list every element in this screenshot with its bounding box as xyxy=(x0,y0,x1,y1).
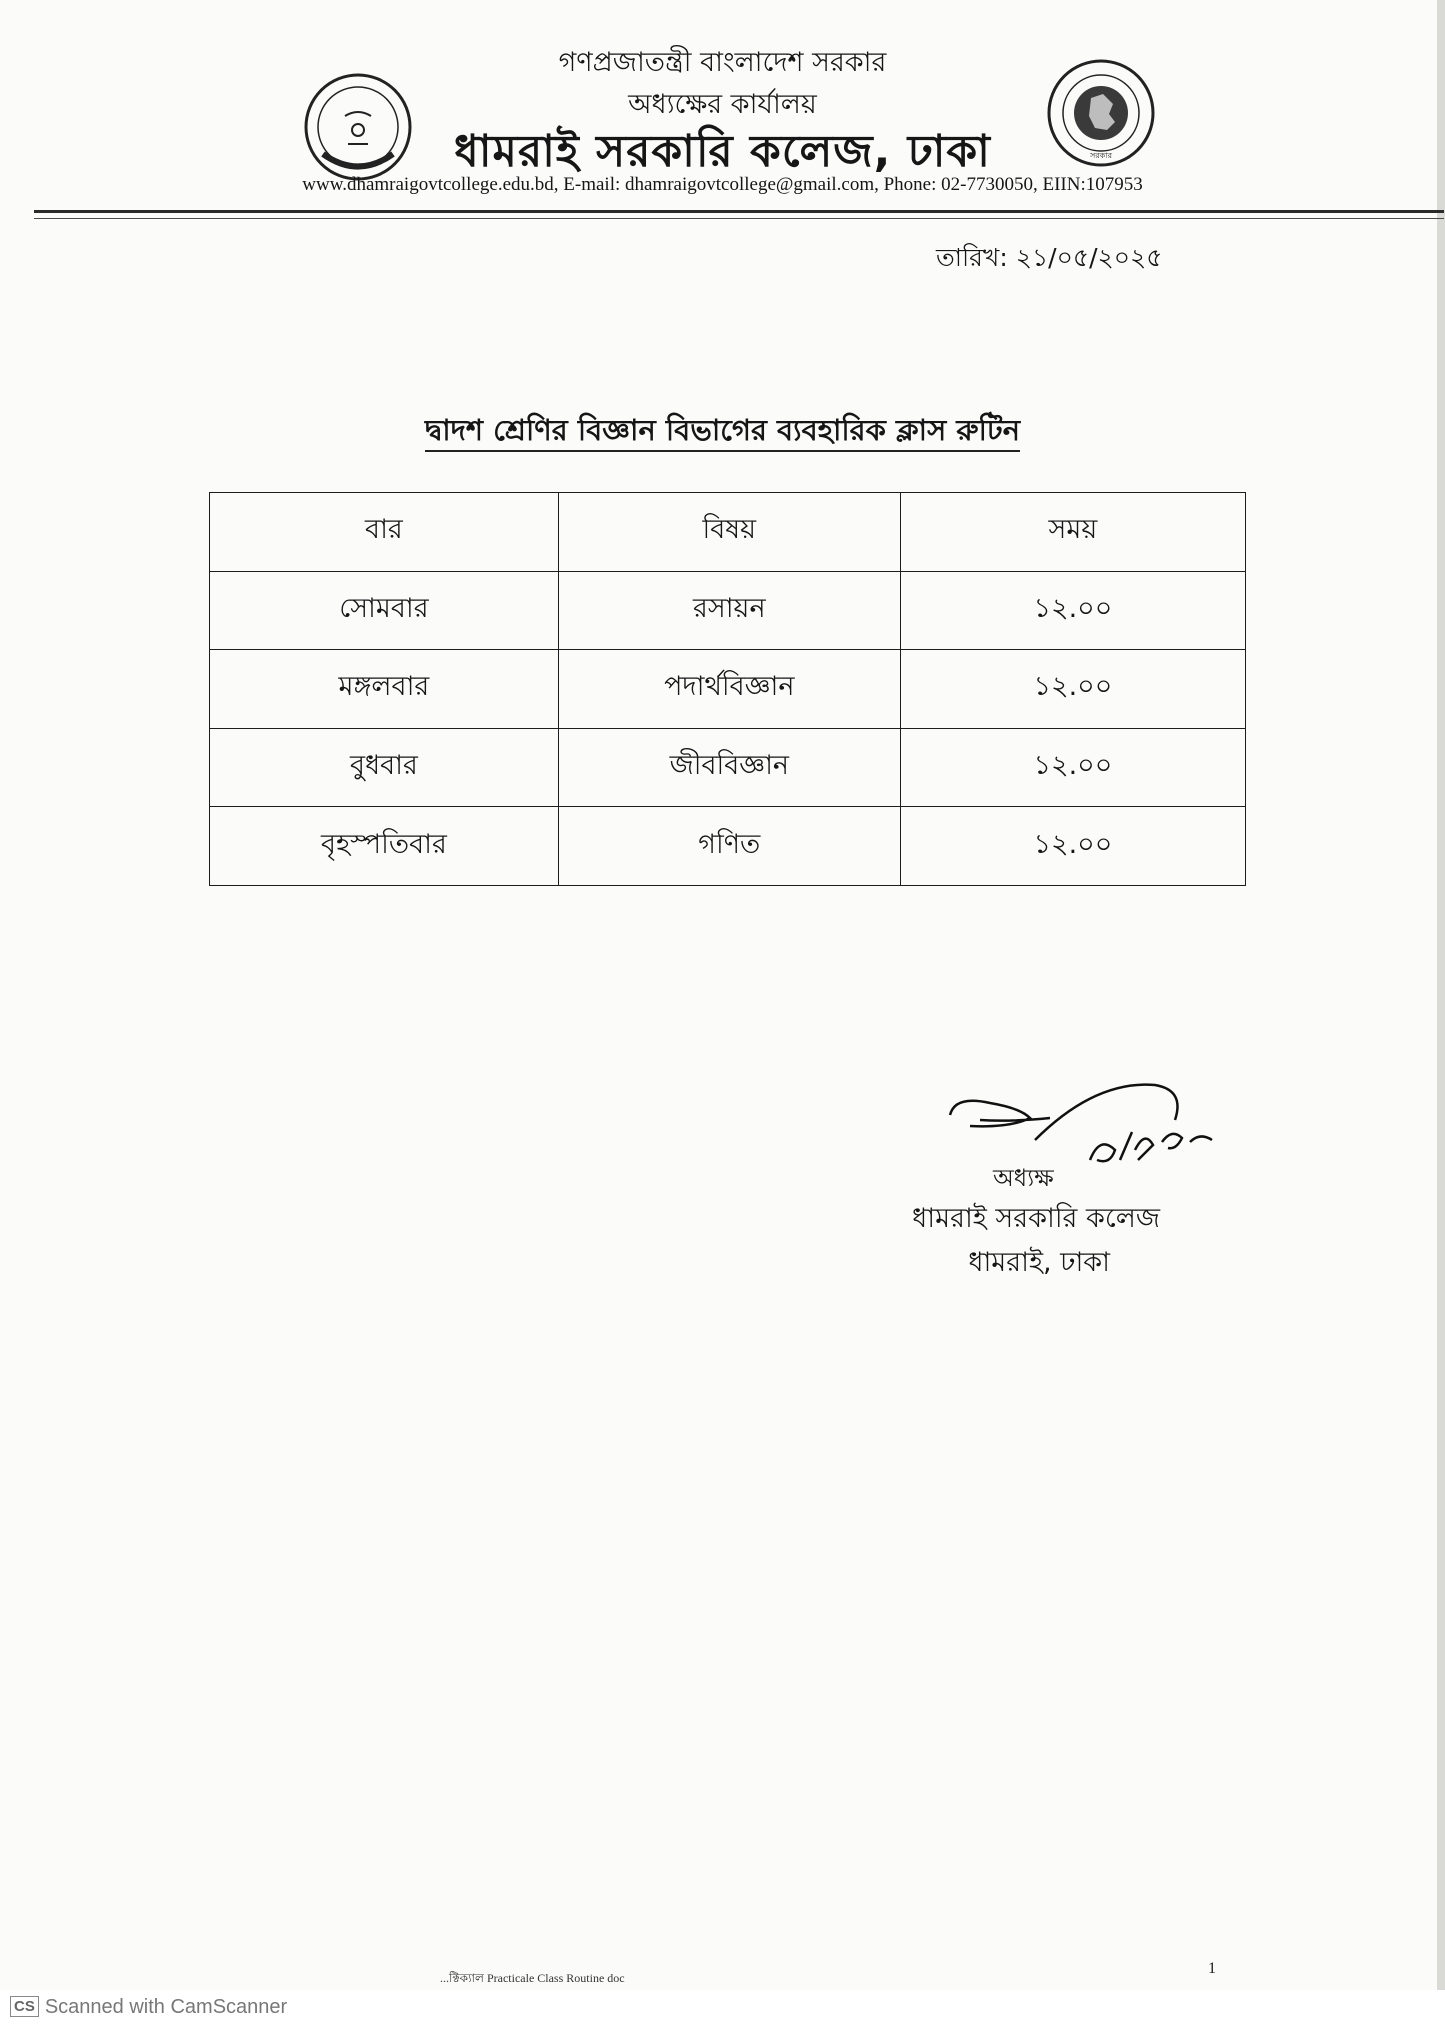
table-row xyxy=(210,728,1246,807)
government-name: গণপ্রজাতন্ত্রী বাংলাদেশ সরকার xyxy=(558,47,887,78)
signatory-place: ধামরাই, ঢাকা xyxy=(968,1247,1110,1278)
camscanner-logo-icon: CS xyxy=(10,1996,39,2017)
cell-day: মঙ্গলবার xyxy=(210,650,559,729)
office-name: অধ্যক্ষের কার্যালয় xyxy=(628,89,817,120)
header-rule-thin xyxy=(34,218,1444,219)
cell-day: বৃহস্পতিবার xyxy=(210,807,559,886)
scanner-watermark xyxy=(10,1996,287,2019)
page-edge xyxy=(1437,0,1445,1990)
cell-subject: গণিত xyxy=(558,807,900,886)
cell-time: ১২.০০ xyxy=(900,571,1245,650)
header-time: সময় xyxy=(900,493,1245,572)
cell-day: সোমবার xyxy=(210,571,559,650)
svg-text:সরকার: সরকার xyxy=(1089,151,1113,160)
handwritten-signature xyxy=(940,1070,1240,1190)
header-day: বার xyxy=(210,493,559,572)
title-text: দ্বাদশ শ্রেণির বিজ্ঞান বিভাগের ব্যবহারিক ক্লাস রুটিন xyxy=(425,413,1020,452)
footer-filename: ...ক্টিক্যাল Practicale Class Routine doc xyxy=(440,1971,625,1985)
header-subject: বিষয় xyxy=(558,493,900,572)
contact-line: www.dhamraigovtcollege.edu.bd, E-mail: dhamraigovtcollege@gmail.com, Phone: 02-7730050, EIIN:107953 xyxy=(302,174,1143,195)
table-row xyxy=(210,650,1246,729)
table-row xyxy=(210,571,1246,650)
table-row xyxy=(210,807,1246,886)
table-header-row xyxy=(210,493,1246,572)
cell-time: ১২.০০ xyxy=(900,650,1245,729)
cell-day: বুধবার xyxy=(210,728,559,807)
signatory-designation: অধ্যক্ষ xyxy=(993,1164,1054,1192)
cell-time: ১২.০০ xyxy=(900,728,1245,807)
scanner-text: Scanned with CamScanner xyxy=(44,1996,288,2018)
document-title xyxy=(0,408,1445,457)
signatory-college: ধামরাই সরকারি কলেজ xyxy=(912,1203,1160,1234)
cell-subject: রসায়ন xyxy=(558,571,900,650)
cell-subject: জীববিজ্ঞান xyxy=(558,728,900,807)
cell-subject: পদার্থবিজ্ঞান xyxy=(558,650,900,729)
page-number: 1 xyxy=(1208,1960,1216,1977)
header-rule xyxy=(34,210,1444,213)
routine-table xyxy=(209,492,1246,886)
document-date: তারিখ: ২১/০৫/২০২৫ xyxy=(936,243,1163,272)
cell-time: ১২.০০ xyxy=(900,807,1245,886)
college-name: ধামরাই সরকারি কলেজ, ঢাকা xyxy=(454,126,991,177)
